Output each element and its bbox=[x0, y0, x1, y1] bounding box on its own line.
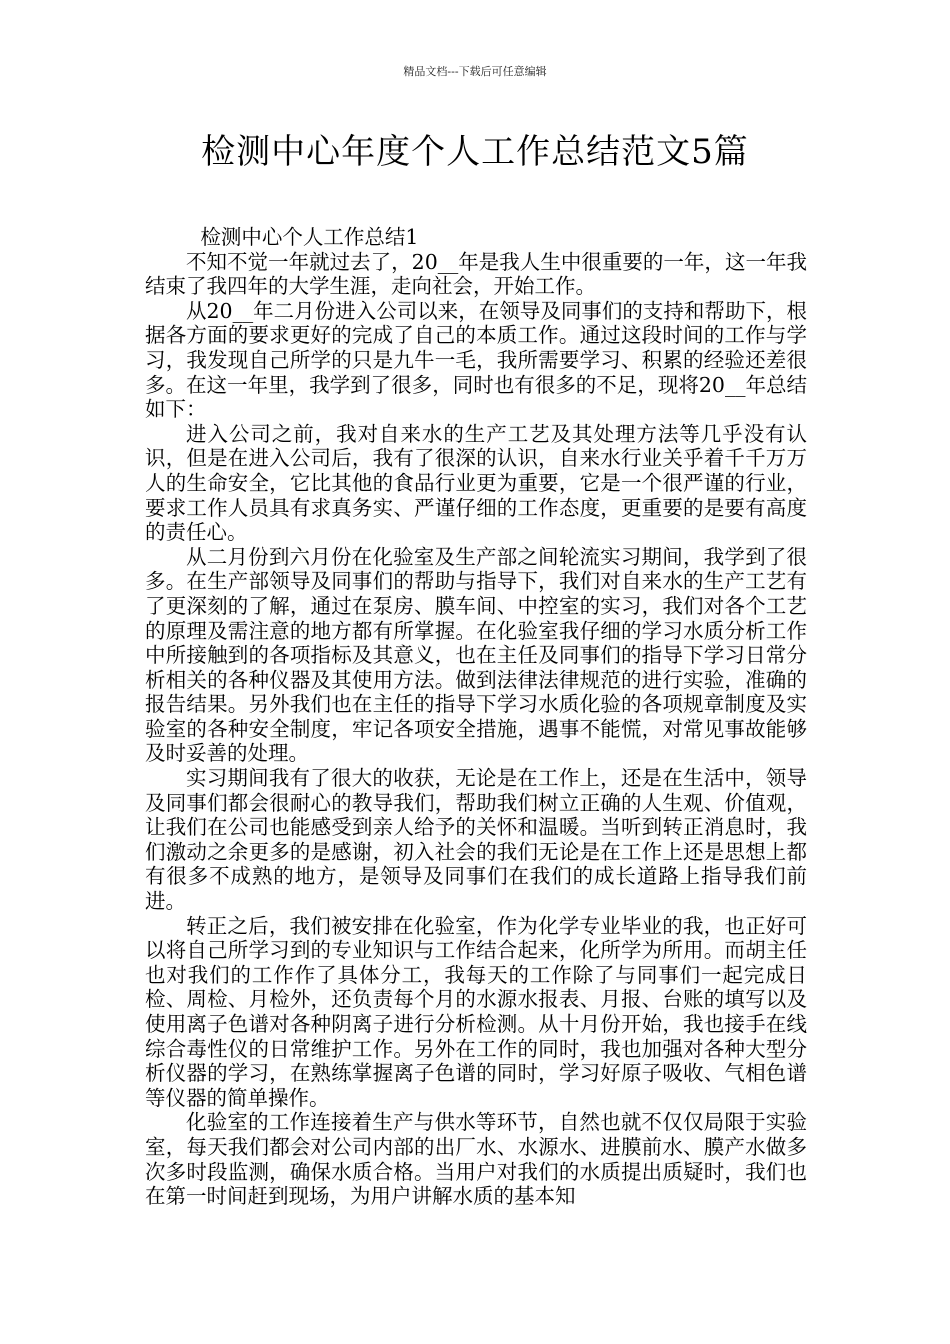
paragraph: 从20__年二月份进入公司以来，在领导及同事们的支持和帮助下，根据各方面的要求更好的完成了自己的本质工作。通过这段时间的工作与学习，我发现自己所学的只是九牛一毛，我所需要学习、积累的经验还差很多。在这一年里，我学到了很多，同时也有很多的不足，现将20__年总结如下： bbox=[145, 298, 807, 422]
document-title: 检测中心年度个人工作总结范文5篇 bbox=[201, 132, 749, 172]
header-note: 精品文档---下载后可任意编辑 bbox=[403, 65, 547, 78]
paragraph: 实习期间我有了很大的收获，无论是在工作上，还是在生活中，领导及同事们都会很耐心的教导我们，帮助我们树立正确的人生观、价值观，让我们在公司也能感受到亲人给予的关怀和温暖。当听到转正消息时，我们激动之余更多的是感谢，初入社会的我们无论是在工作上还是思想上都有很多不成熟的地方，是领导及同事们在我们的成长道路上指导我们前进。 bbox=[145, 766, 807, 914]
section-heading: 检测中心个人工作总结1 bbox=[200, 225, 419, 249]
paragraph: 不知不觉一年就过去了，20__年是我人生中很重要的一年，这一年我结束了我四年的大学生涯，走向社会，开始工作。 bbox=[145, 249, 807, 299]
document-body bbox=[145, 225, 807, 1209]
paragraph: 进入公司之前，我对自来水的生产工艺及其处理方法等几乎没有认识，但是在进入公司后，我有了很深的认识，自来水行业关乎着千千万万人的生命安全，它比其他的食品行业更为重要，它是一个很严谨的行业，要求工作人员具有求真务实、严谨仔细的工作态度，更重要的是要有高度的责任心。 bbox=[145, 421, 807, 545]
paragraph: 化验室的工作连接着生产与供水等环节，自然也就不仅仅局限于实验室，每天我们都会对公司内部的出厂水、水源水、进膜前水、膜产水做多次多时段监测，确保水质合格。当用户对我们的水质提出质疑时，我们也在第一时间赶到现场，为用户讲解水质的基本知 bbox=[145, 1110, 807, 1209]
paragraph: 从二月份到六月份在化验室及生产部之间轮流实习期间，我学到了很多。在生产部领导及同事们的帮助与指导下，我们对自来水的生产工艺有了更深刻的了解，通过在泵房、膜车间、中控室的实习，我们对各个工艺的原理及需注意的地方都有所掌握。在化验室我仔细的学习水质分析工作中所接触到的各项指标及其意义，也在主任及同事们的指导下学习日常分析相关的各种仪器及其使用方法。做到法律法律规范的进行实验，准确的报告结果。另外我们也在主任的指导下学习水质化验的各项规章制度及实验室的各种安全制度，牢记各项安全措施，遇事不能慌，对常见事故能够及时妥善的处理。 bbox=[145, 544, 807, 766]
paragraph: 转正之后，我们被安排在化验室，作为化学专业毕业的我，也正好可以将自己所学习到的专业知识与工作结合起来，化所学为所用。而胡主任也对我们的工作作了具体分工，我每天的工作除了与同事们一起完成日检、周检、月检外，还负责每个月的水源水报表、月报、台账的填写以及使用离子色谱对各种阴离子进行分析检测。从十月份开始，我也接手在线综合毒性仪的日常维护工作。另外在工作的同时，我也加强对各种大型分析仪器的学习，在熟练掌握离子色谱的同时，学习好原子吸收、气相色谱等仪器的简单操作。 bbox=[145, 913, 807, 1110]
